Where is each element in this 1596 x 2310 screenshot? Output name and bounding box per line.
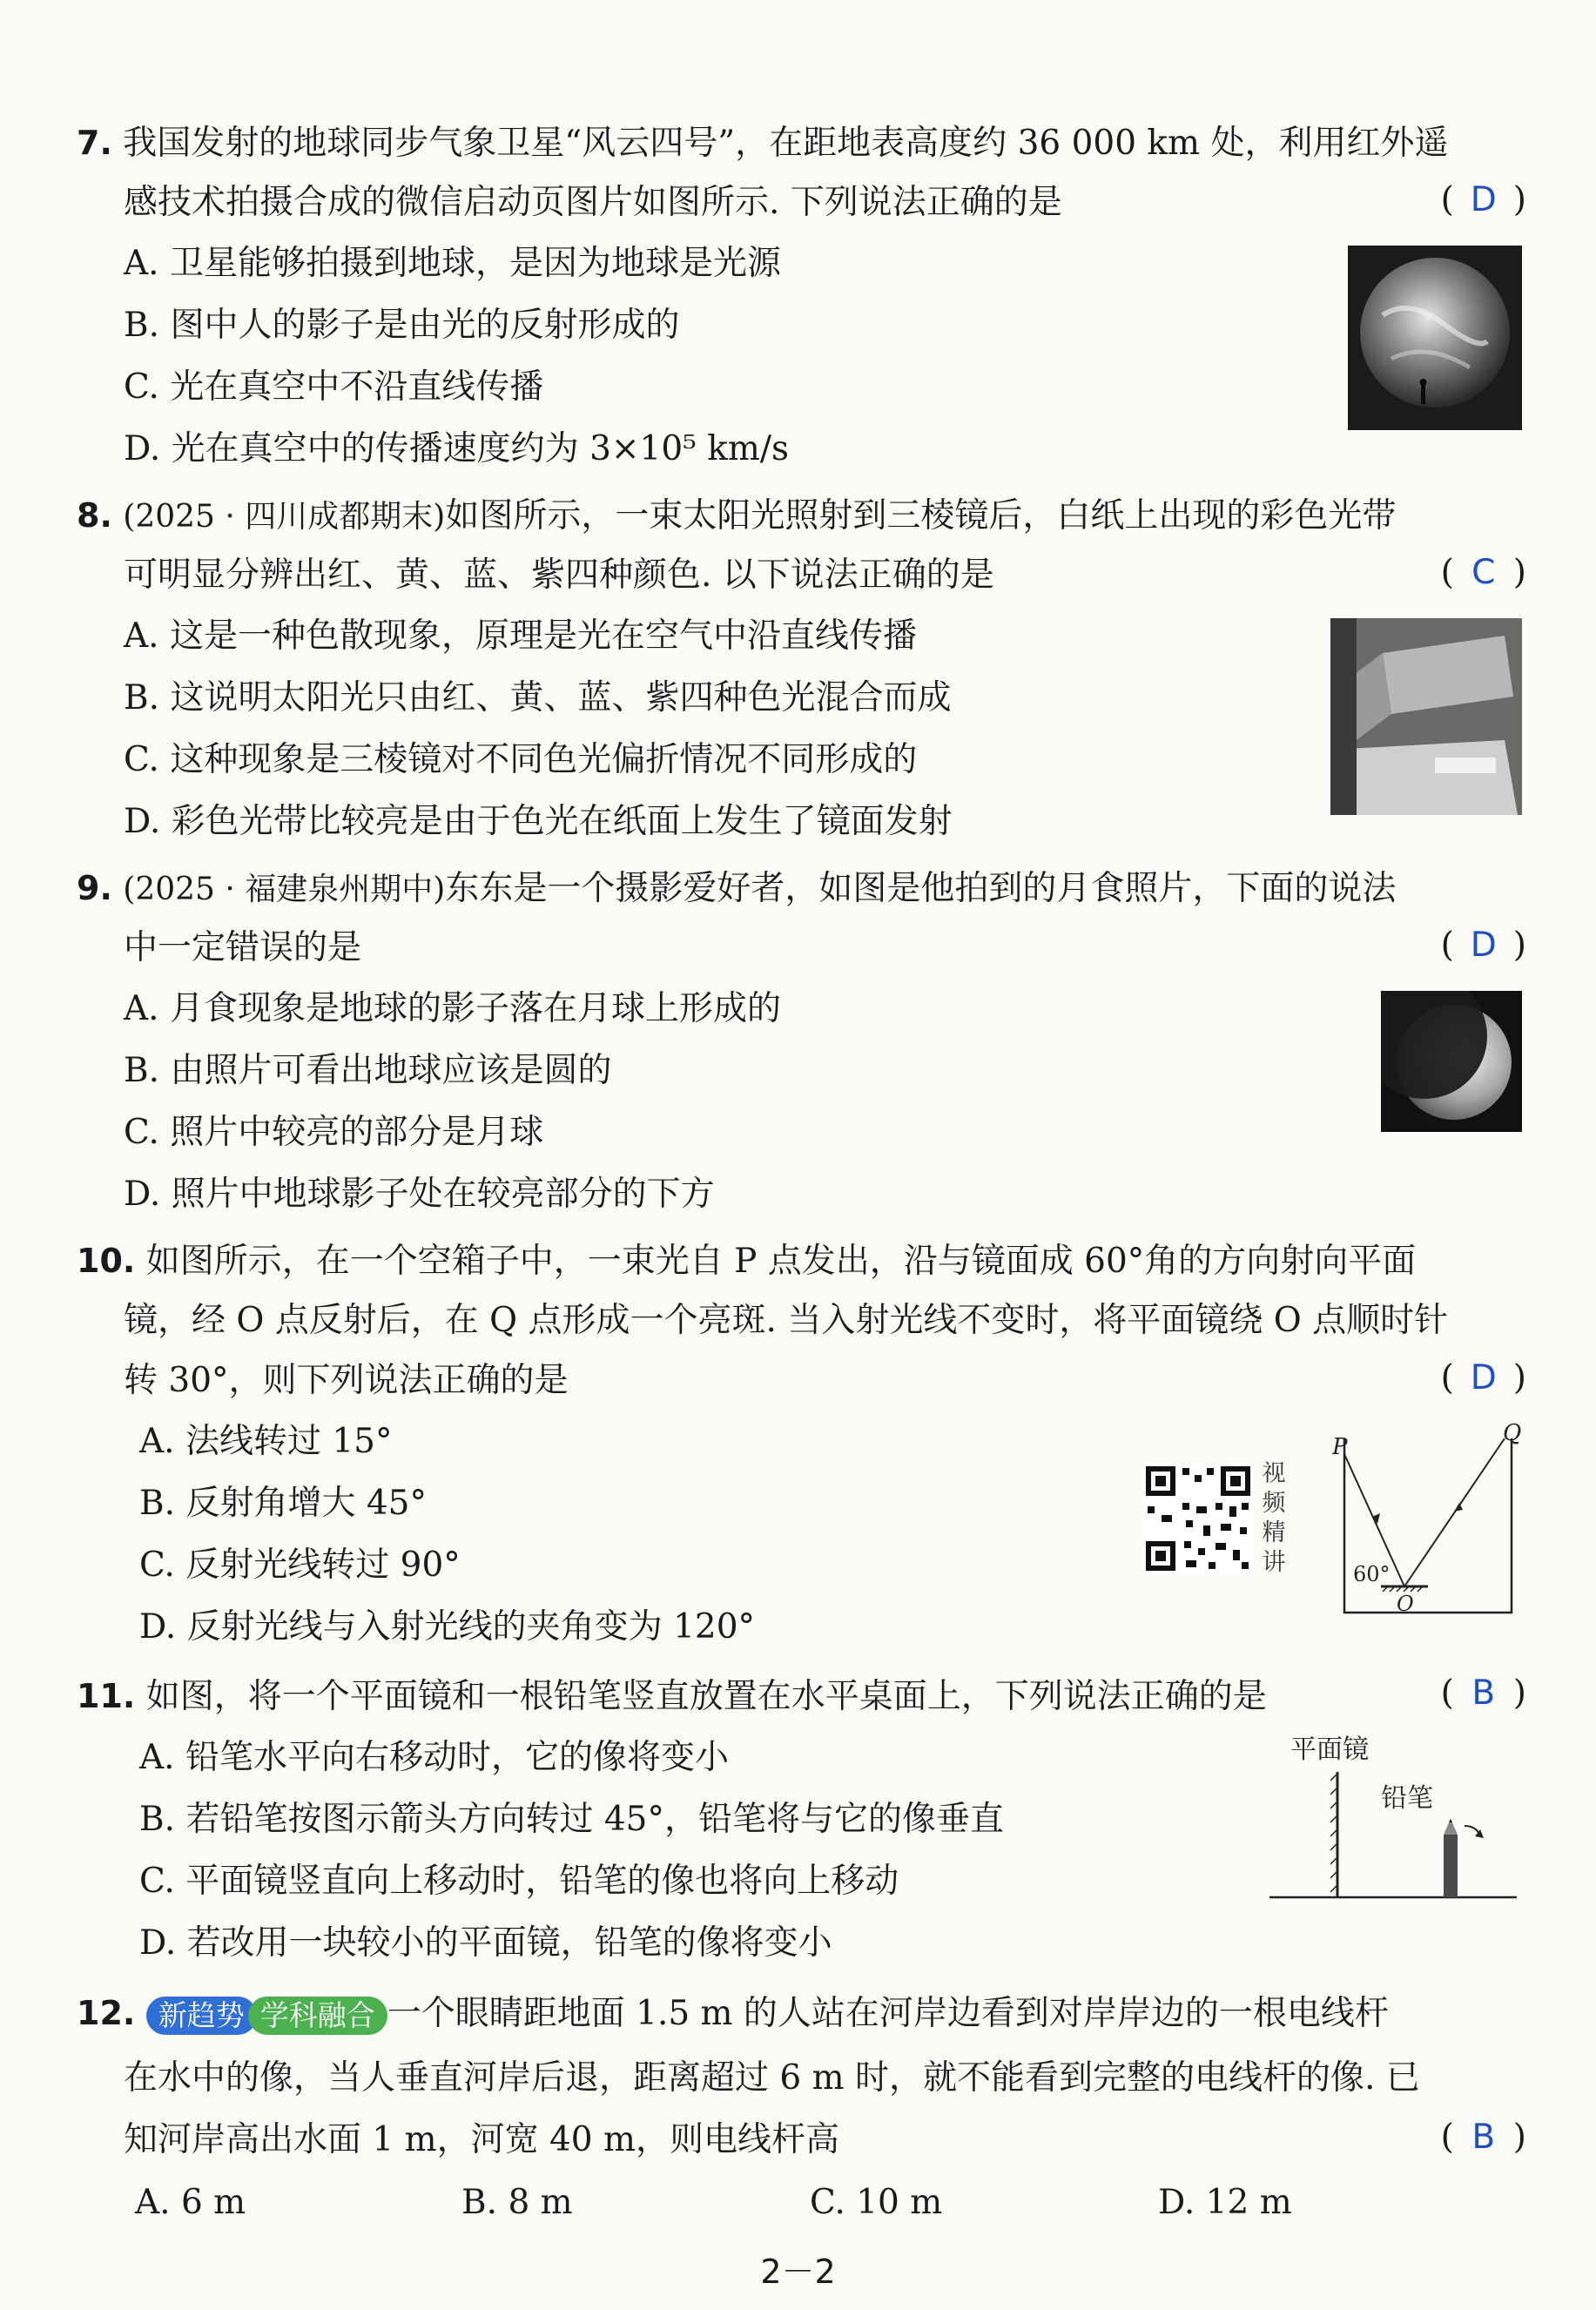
q7-option-c: C. 光在真空中不沿直线传播	[124, 367, 544, 407]
q8-source: (2025 · 四川成都期末)	[123, 499, 446, 535]
q10-line2: 镜，经 O 点反射后，在 Q 点形成一个亮斑. 当入射光线不变时，将平面镜绕 O 点顺时针	[124, 1301, 1449, 1340]
q8-option-b: B. 这说明太阳光只由红、黄、蓝、紫四种色光混合而成	[124, 678, 952, 717]
q8-option-a: A. 这是一种色散现象，原理是光在空气中沿直线传播	[124, 616, 917, 656]
q12-line2: 在水中的像，当人垂直河岸后退，距离超过 6 m 时，就不能看到完整的电线杆的像. 已	[124, 2058, 1420, 2098]
q8-option-c: C. 这种现象是三棱镜对不同色光偏折情况不同形成的	[124, 740, 918, 779]
q8-answer-bracket: ( C )	[1440, 553, 1526, 592]
video-qr-code[interactable]	[1142, 1463, 1254, 1574]
q9-option-a: A. 月食现象是地球的影子落在月球上形成的	[124, 989, 781, 1028]
q12-option-c: C. 10 m	[810, 2183, 943, 2222]
pencil-label: 铅笔	[1381, 1783, 1433, 1814]
q9-answer: D	[1470, 926, 1497, 965]
q11-answer-bracket: ( B )	[1440, 1674, 1526, 1713]
mirror-box-diagram	[1332, 1419, 1524, 1621]
q12-option-b: B. 8 m	[461, 2183, 573, 2222]
q8-answer: C	[1471, 553, 1496, 592]
q7-number: 7.	[77, 124, 112, 162]
interdisciplinary-tag: 学科融合	[248, 1997, 387, 2035]
q8-option-d: D. 彩色光带比较亮是由于色光在纸面上发生了镜面发射	[124, 802, 953, 841]
q7-option-d: D. 光在真空中的传播速度约为 3×10⁵ km/s	[124, 429, 789, 468]
q10-number: 10.	[77, 1242, 136, 1280]
q8-number: 8.	[77, 496, 112, 535]
q11-option-b: B. 若铅笔按图示箭头方向转过 45°，铅笔将与它的像垂直	[139, 1800, 1004, 1839]
q12-answer-bracket: ( B )	[1440, 2118, 1526, 2157]
q10-option-d: D. 反射光线与入射光线的夹角变为 120°	[139, 1607, 756, 1647]
q7-line1	[77, 120, 1448, 166]
q10-answer: D	[1470, 1358, 1497, 1397]
q10-option-a: A. 法线转过 15°	[139, 1422, 393, 1461]
q12-line1	[77, 1990, 1389, 2037]
new-trend-tag: 新趋势	[146, 1997, 257, 2035]
q11-option-c: C. 平面镜竖直向上移动时，铅笔的像也将向上移动	[139, 1862, 899, 1901]
q12-option-a: A. 6 m	[135, 2183, 246, 2222]
q12-number: 12.	[77, 1994, 136, 2032]
q11-answer: B	[1471, 1674, 1496, 1713]
q9-number: 9.	[77, 869, 112, 907]
angle-label: 60°	[1353, 1562, 1391, 1586]
q9-option-d: D. 照片中地球影子处在较亮部分的下方	[124, 1175, 715, 1214]
q11-text1: 如图，将一个平面镜和一根铅笔竖直放置在水平桌面上，下列说法正确的是	[145, 1677, 1267, 1716]
q7-line2: 感技术拍摄合成的微信启动页图片如图所示. 下列说法正确的是	[124, 183, 1062, 222]
q9-option-b: B. 由照片可看出地球应该是圆的	[124, 1051, 612, 1090]
q8-line2: 可明显分辨出红、黄、蓝、紫四种颜色. 以下说法正确的是	[124, 556, 994, 595]
qr-label-char-2: 频	[1262, 1490, 1286, 1517]
q7-option-a: A. 卫星能够拍摄到地球，是因为地球是光源	[124, 244, 781, 283]
q7-option-b: B. 图中人的影子是由光的反射形成的	[124, 306, 680, 345]
lunar-eclipse-photo	[1381, 991, 1522, 1132]
point-q-label: Q	[1503, 1420, 1522, 1446]
q10-line3: 转 30°，则下列说法正确的是	[124, 1361, 569, 1400]
q10-option-b: B. 反射角增大 45°	[139, 1484, 427, 1523]
q8-text1: 如图所示，一束太阳光照射到三棱镜后，白纸上出现的彩色光带	[445, 496, 1397, 535]
q12-answer: B	[1471, 2118, 1496, 2157]
q9-option-c: C. 照片中较亮的部分是月球	[124, 1113, 544, 1152]
q10-option-c: C. 反射光线转过 90°	[139, 1546, 461, 1585]
point-o-label: O	[1397, 1592, 1414, 1616]
q12-text1: 一个眼睛距地面 1.5 m 的人站在河岸边看到对岸岸边的一根电线杆	[387, 1994, 1389, 2033]
q10-text1: 如图所示，在一个空箱子中，一束光自 P 点发出，沿与镜面成 60°角的方向射向平面	[145, 1242, 1417, 1281]
q7-answer: D	[1470, 180, 1497, 219]
qr-label-char-3: 精	[1262, 1519, 1286, 1546]
q10-line1	[77, 1238, 1416, 1284]
q11-option-a: A. 铅笔水平向右移动时，它的像将变小	[139, 1738, 729, 1777]
q8-line1	[77, 493, 1396, 540]
q9-text1: 东东是一个摄影爱好者，如图是他拍到的月食照片，下面的说法	[445, 869, 1397, 908]
q9-line1	[77, 865, 1396, 913]
q9-source: (2025 · 福建泉州期中)	[123, 872, 446, 907]
q7-text1: 我国发射的地球同步气象卫星“风云四号”，在距地表高度约 36 000 km 处，利用红外遥	[123, 124, 1449, 163]
q12-line3: 知河岸高出水面 1 m，河宽 40 m，则电线杆高	[124, 2120, 839, 2159]
q9-line2: 中一定错误的是	[124, 928, 362, 967]
qr-label-char-1: 视	[1262, 1460, 1286, 1487]
mirror-pencil-diagram	[1269, 1728, 1522, 1903]
qr-label	[1261, 1459, 1287, 1578]
prism-photo	[1330, 618, 1522, 815]
qr-label-char-4: 讲	[1262, 1549, 1286, 1576]
q7-answer-bracket: ( D )	[1440, 180, 1526, 219]
q11-number: 11.	[77, 1677, 136, 1715]
page-number: 2－2	[760, 2253, 836, 2291]
q11-option-d: D. 若改用一块较小的平面镜，铅笔的像将变小	[139, 1923, 832, 1963]
point-p-label: P	[1332, 1434, 1348, 1460]
q9-answer-bracket: ( D )	[1440, 926, 1526, 965]
q11-line1	[77, 1674, 1267, 1720]
q12-option-d: D. 12 m	[1158, 2183, 1292, 2222]
earth-photo	[1348, 246, 1522, 430]
mirror-label: 平面镜	[1290, 1734, 1369, 1765]
q10-answer-bracket: ( D )	[1440, 1358, 1526, 1397]
